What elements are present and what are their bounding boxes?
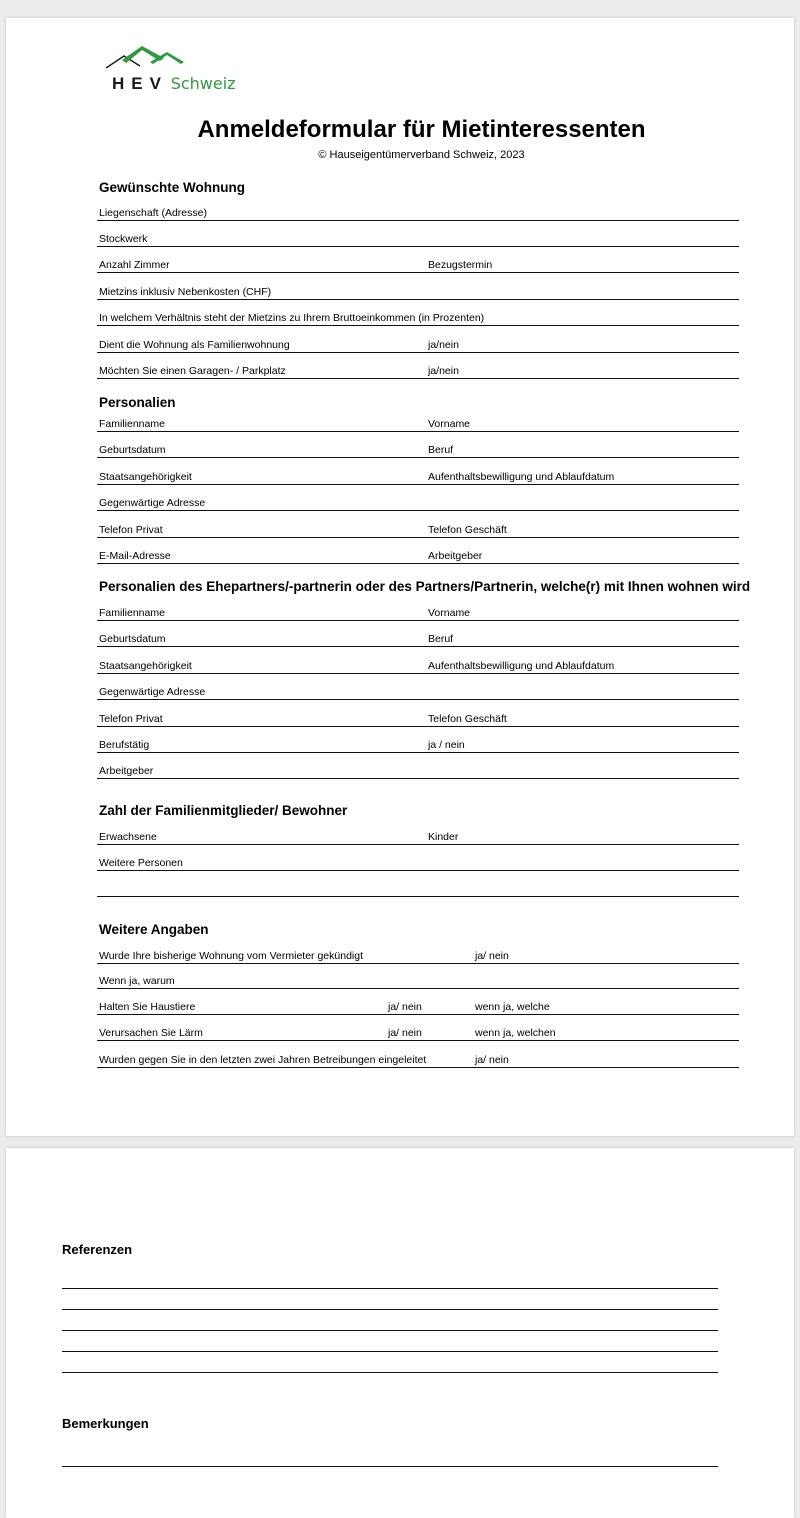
field-label-aufenthalt: Aufenthaltsbewilligung und Ablaufdatum (428, 471, 615, 483)
field-telefon[interactable] (97, 523, 739, 538)
field-label: Wurden gegen Sie in den letzten zwei Jahren Betreibungen eingeleitet (99, 1054, 427, 1066)
field-weitere-personen-line-2[interactable] (97, 882, 739, 897)
field-familienname[interactable] (97, 417, 739, 432)
field-label: Mietzins inklusiv Nebenkosten (CHF) (99, 286, 272, 298)
field-label: Weitere Personen (99, 857, 183, 869)
field-label: Familienname (99, 607, 165, 619)
field-label: Geburtsdatum (99, 444, 166, 456)
field-label: Gegenwärtige Adresse (99, 497, 206, 509)
section-referenzen: Referenzen (62, 1242, 133, 1257)
partner-field-arbeitgeber[interactable] (97, 764, 739, 779)
field-label: Liegenschaft (Adresse) (99, 207, 207, 219)
partner-field-adresse[interactable] (97, 685, 739, 700)
field-familienwohnung[interactable] (97, 338, 739, 353)
ja-nein-option: ja/ nein (475, 950, 509, 962)
field-label-telefon-geschaeft: Telefon Geschäft (428, 713, 507, 725)
field-label-vorname: Vorname (428, 418, 471, 430)
partner-field-berufstaetig[interactable] (97, 738, 739, 753)
form-copyright: © Hauseigentümerverband Schweiz, 2023 (318, 149, 525, 161)
field-label: Halten Sie Haustiere (99, 1001, 196, 1013)
form-page-1 (6, 18, 794, 1136)
bemerkungen-line-1[interactable] (62, 1466, 718, 1467)
partner-field-telefon[interactable] (97, 712, 739, 727)
field-label-welche: wenn ja, welche (475, 1001, 550, 1013)
field-label: Geburtsdatum (99, 633, 166, 645)
ja-nein-option: ja/ nein (388, 1001, 422, 1013)
form-page-2 (6, 1148, 794, 1518)
ja-nein-option: ja / nein (428, 739, 465, 751)
field-label: Telefon Privat (99, 524, 163, 536)
field-label-telefon-geschaeft: Telefon Geschäft (428, 524, 507, 536)
hev-logo (104, 44, 234, 94)
referenzen-line-5[interactable] (62, 1372, 718, 1373)
field-anzahl-zimmer[interactable] (97, 258, 739, 273)
section-personalien: Personalien (99, 395, 176, 410)
field-label-vorname: Vorname (428, 607, 471, 619)
field-label-beruf: Beruf (428, 633, 454, 645)
field-label: Dient die Wohnung als Familienwohnung (99, 339, 290, 351)
field-haustiere[interactable] (97, 1000, 739, 1015)
field-label: Wurde Ihre bisherige Wohnung vom Vermieter gekündigt (99, 950, 364, 962)
section-familienmitglieder: Zahl der Familienmitglieder/ Bewohner (99, 803, 348, 818)
field-verhaeltnis[interactable] (97, 311, 739, 326)
field-label: Verursachen Sie Lärm (99, 1027, 203, 1039)
field-laerm[interactable] (97, 1026, 739, 1041)
house-roof-icon (104, 44, 234, 78)
field-label: Möchten Sie einen Garagen- / Parkplatz (99, 365, 286, 377)
ja-nein-option: ja/nein (428, 365, 459, 377)
field-stockwerk[interactable] (97, 232, 739, 247)
referenzen-line-2[interactable] (62, 1309, 718, 1310)
field-label: Staatsangehörigkeit (99, 471, 192, 483)
form-title: Anmeldeformular für Mietinteressenten (197, 116, 646, 143)
field-label: Wenn ja, warum (99, 975, 175, 987)
field-staatsangehoerigkeit[interactable] (97, 470, 739, 485)
field-label-kinder: Kinder (428, 831, 459, 843)
field-label-welchen: wenn ja, welchen (475, 1027, 556, 1039)
field-mietzins[interactable] (97, 285, 739, 300)
field-label: Staatsangehörigkeit (99, 660, 192, 672)
field-gekuendigt[interactable] (97, 949, 739, 964)
field-geburtsdatum[interactable] (97, 443, 739, 458)
field-label: Anzahl Zimmer (99, 259, 170, 271)
field-erwachsene[interactable] (97, 830, 739, 845)
section-weitere-angaben: Weitere Angaben (99, 922, 209, 937)
field-label: Stockwerk (99, 233, 148, 245)
field-label: In welchem Verhältnis steht der Mietzins zu Ihrem Bruttoeinkommen (in Prozenten) (99, 312, 485, 324)
field-email[interactable] (97, 549, 739, 564)
field-liegenschaft[interactable] (97, 206, 739, 221)
field-label-bezugstermin: Bezugstermin (428, 259, 493, 271)
field-label-beruf: Beruf (428, 444, 454, 456)
partner-field-staatsangehoerigkeit[interactable] (97, 659, 739, 674)
field-label: Berufstätig (99, 739, 150, 751)
referenzen-line-1[interactable] (62, 1288, 718, 1289)
referenzen-line-4[interactable] (62, 1351, 718, 1352)
field-label: Telefon Privat (99, 713, 163, 725)
field-betreibungen[interactable] (97, 1053, 739, 1068)
field-label-arbeitgeber: Arbeitgeber (428, 550, 483, 562)
field-label: Gegenwärtige Adresse (99, 686, 206, 698)
field-label: E-Mail-Adresse (99, 550, 171, 562)
section-bemerkungen: Bemerkungen (62, 1416, 149, 1431)
ja-nein-option: ja/ nein (388, 1027, 422, 1039)
field-label: Familienname (99, 418, 165, 430)
section-gewuenschte-wohnung: Gewünschte Wohnung (99, 180, 245, 195)
field-weitere-personen[interactable] (97, 856, 739, 871)
section-partner: Personalien des Ehepartners/-partnerin oder des Partners/Partnerin, welche(r) mit Ihnen wohnen wird (99, 579, 751, 594)
ja-nein-option: ja/nein (428, 339, 459, 351)
logo-hev-text: HEV (112, 74, 168, 93)
field-adresse[interactable] (97, 496, 739, 511)
partner-field-familienname[interactable] (97, 606, 739, 621)
field-wenn-ja-warum[interactable] (97, 974, 739, 989)
referenzen-line-3[interactable] (62, 1330, 718, 1331)
field-label-aufenthalt: Aufenthaltsbewilligung und Ablaufdatum (428, 660, 615, 672)
ja-nein-option: ja/ nein (475, 1054, 509, 1066)
field-label: Arbeitgeber (99, 765, 154, 777)
field-garage[interactable] (97, 364, 739, 379)
logo-schweiz-text: Schweiz (170, 74, 236, 93)
field-label: Erwachsene (99, 831, 157, 843)
partner-field-geburtsdatum[interactable] (97, 632, 739, 647)
